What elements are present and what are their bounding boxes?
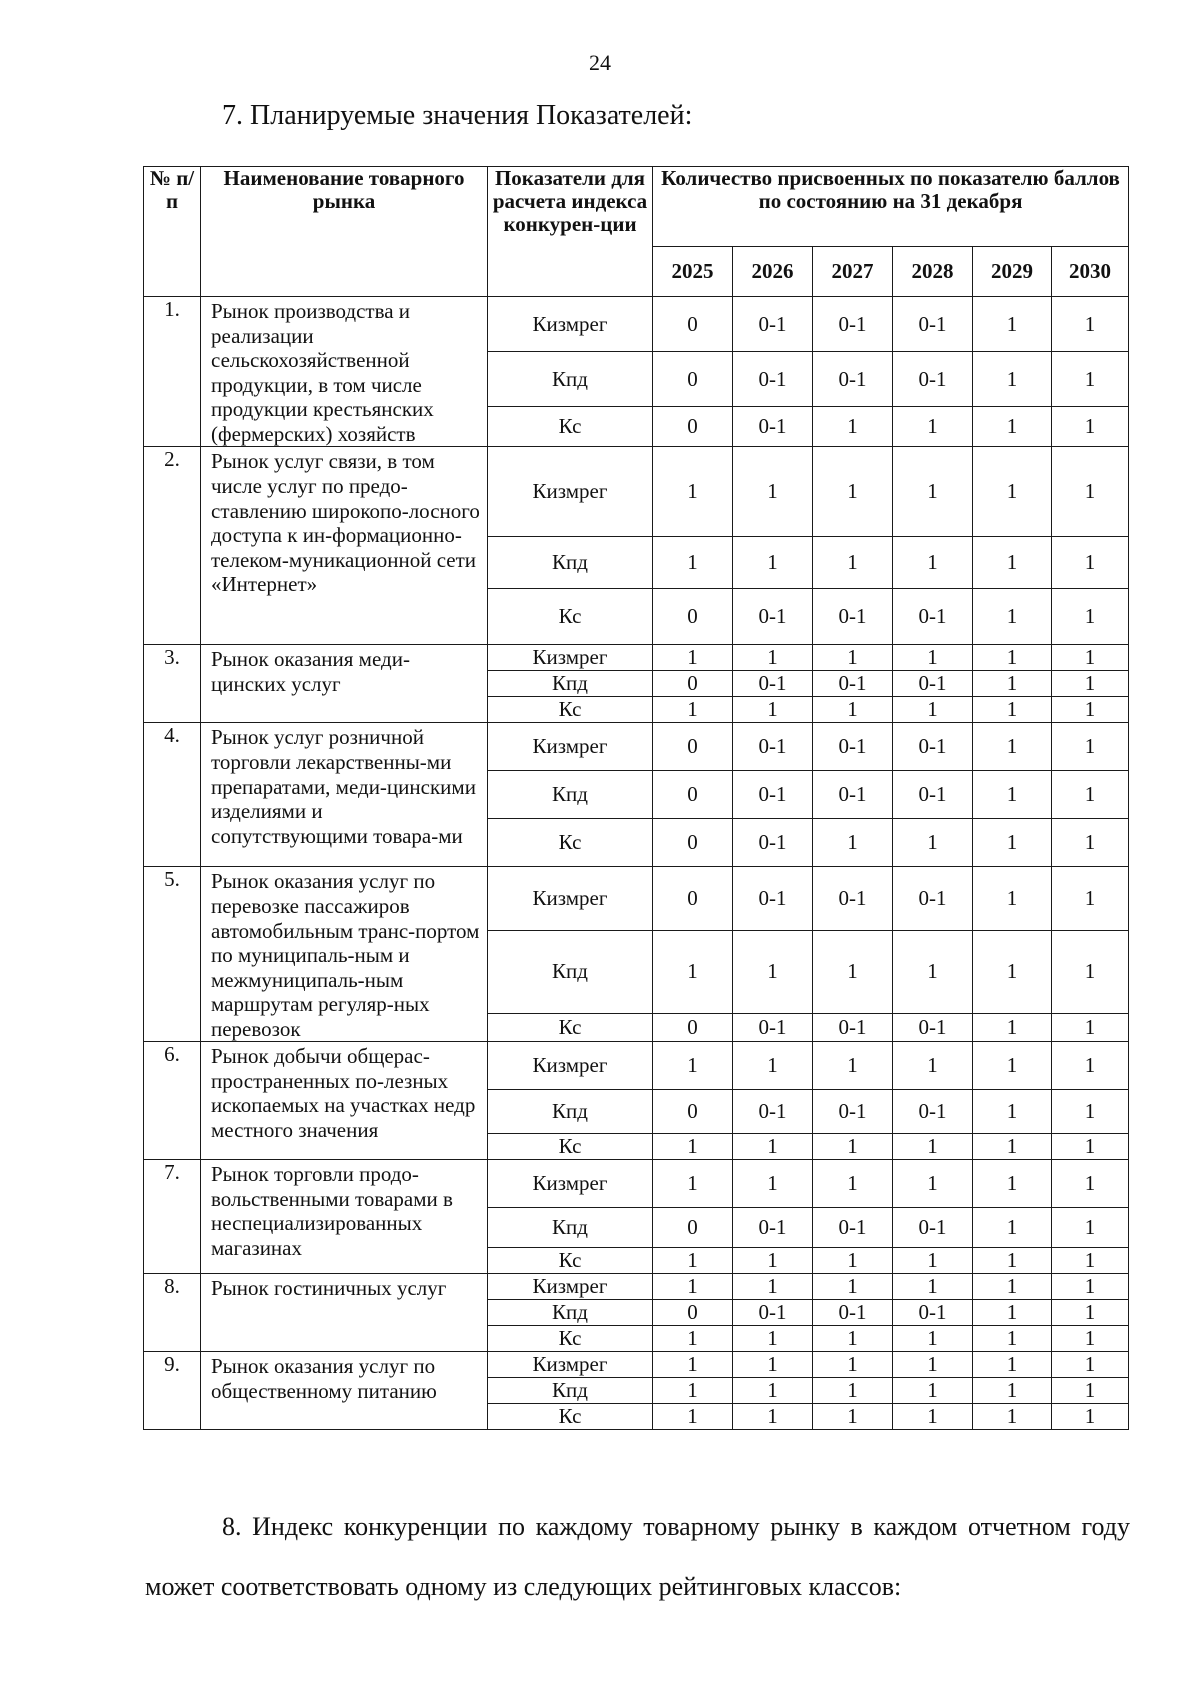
indicator-cell: Кс [488, 697, 653, 723]
indicator-cell: Кс [488, 589, 653, 645]
table-row [144, 1042, 1129, 1090]
score-cell: 0-1 [893, 671, 973, 697]
header-year: 2025 [653, 247, 733, 297]
score-cell: 1 [1052, 1248, 1129, 1274]
indicator-cell: Кс [488, 1326, 653, 1352]
market-number: 3. [144, 645, 201, 723]
market-number: 1. [144, 297, 201, 447]
score-cell: 1 [813, 1248, 893, 1274]
indicator-cell: Кс [488, 407, 653, 447]
indicator-cell: Кс [488, 819, 653, 867]
indicators-table [143, 166, 1129, 1430]
indicator-cell: Кпд [488, 1378, 653, 1404]
market-number: 9. [144, 1352, 201, 1430]
indicator-cell: Кизмрег [488, 1160, 653, 1208]
indicator-cell: Кизмрег [488, 645, 653, 671]
score-cell: 1 [653, 1042, 733, 1090]
score-cell: 1 [1052, 297, 1129, 352]
score-cell: 1 [973, 930, 1052, 1013]
score-cell: 1 [1052, 352, 1129, 407]
score-cell: 1 [733, 1134, 813, 1160]
score-cell: 0 [653, 1013, 733, 1041]
score-cell: 0-1 [893, 1208, 973, 1248]
score-cell: 1 [653, 1160, 733, 1208]
score-cell: 0-1 [893, 1300, 973, 1326]
score-cell: 0-1 [733, 1208, 813, 1248]
score-cell: 1 [1052, 1160, 1129, 1208]
score-cell: 1 [733, 537, 813, 589]
header-year: 2030 [1052, 247, 1129, 297]
indicator-cell: Кизмрег [488, 1042, 653, 1090]
score-cell: 0 [653, 297, 733, 352]
score-cell: 1 [1052, 1042, 1129, 1090]
page-number: 24 [589, 50, 611, 75]
table-body [144, 297, 1129, 1430]
indicator-cell: Кпд [488, 537, 653, 589]
score-cell: 1 [653, 930, 733, 1013]
indicator-cell: Кизмрег [488, 1352, 653, 1378]
score-cell: 0-1 [813, 1013, 893, 1041]
score-cell: 0 [653, 867, 733, 930]
score-cell: 1 [653, 1378, 733, 1404]
score-cell: 1 [813, 819, 893, 867]
score-cell: 1 [733, 1160, 813, 1208]
score-cell: 0 [653, 407, 733, 447]
market-name: Рынок добычи общерас-пространенных по-лезных ископаемых на участках недр местного значения [201, 1042, 488, 1160]
score-cell: 1 [973, 1208, 1052, 1248]
score-cell: 1 [1052, 537, 1129, 589]
score-cell: 1 [973, 697, 1052, 723]
score-cell: 1 [733, 930, 813, 1013]
score-cell: 1 [653, 1134, 733, 1160]
score-cell: 1 [1052, 447, 1129, 537]
score-cell: 1 [893, 1404, 973, 1430]
indicator-cell: Кизмрег [488, 867, 653, 930]
table-row [144, 1352, 1129, 1378]
indicator-cell: Кизмрег [488, 1274, 653, 1300]
score-cell: 0-1 [813, 671, 893, 697]
score-cell: 1 [653, 645, 733, 671]
score-cell: 1 [813, 407, 893, 447]
score-cell: 1 [973, 407, 1052, 447]
section-title: 7. Планируемые значения Показателей: [222, 100, 693, 131]
score-cell: 0-1 [813, 867, 893, 930]
paragraph-8: 8. Индекс конкуренции по каждому товарному рынку в каждом отчетном году может соответствовать одному из следующих рейтинговых классов: [145, 1512, 1130, 1601]
score-cell: 1 [813, 930, 893, 1013]
header-num: № п/ п [144, 167, 201, 297]
score-cell: 1 [973, 589, 1052, 645]
indicator-cell: Кизмрег [488, 297, 653, 352]
table-row [144, 297, 1129, 352]
market-name: Рынок производства и реализации сельскохозяйственной продукции, в том числе продукции крестьянских (фермерских) хозяйств [201, 297, 488, 447]
score-cell: 1 [1052, 930, 1129, 1013]
score-cell: 1 [733, 1326, 813, 1352]
score-cell: 1 [973, 537, 1052, 589]
score-cell: 0 [653, 1208, 733, 1248]
market-number: 4. [144, 723, 201, 867]
score-cell: 1 [1052, 697, 1129, 723]
score-cell: 1 [893, 1378, 973, 1404]
header-year: 2027 [813, 247, 893, 297]
score-cell: 1 [733, 1274, 813, 1300]
score-cell: 1 [1052, 1404, 1129, 1430]
score-cell: 1 [1052, 645, 1129, 671]
score-cell: 1 [893, 1352, 973, 1378]
market-number: 7. [144, 1160, 201, 1274]
score-cell: 0-1 [893, 352, 973, 407]
score-cell: 0 [653, 671, 733, 697]
indicator-cell: Кпд [488, 771, 653, 819]
table-row [144, 1160, 1129, 1208]
indicator-cell: Кизмрег [488, 723, 653, 771]
score-cell: 1 [733, 1352, 813, 1378]
indicator-cell: Кпд [488, 352, 653, 407]
market-name: Рынок торговли продо-вольственными товарами в неспециализированных магазинах [201, 1160, 488, 1274]
score-cell: 1 [973, 645, 1052, 671]
header-year: 2028 [893, 247, 973, 297]
score-cell: 1 [973, 771, 1052, 819]
score-cell: 1 [1052, 819, 1129, 867]
score-cell: 1 [893, 1248, 973, 1274]
table-row [144, 1274, 1129, 1300]
score-cell: 1 [973, 1160, 1052, 1208]
score-cell: 0 [653, 771, 733, 819]
market-name: Рынок услуг связи, в том числе услуг по предо-ставлению широкопо-лосного доступа к ин-формационно-телеком-муникационной сети «Интернет» [201, 447, 488, 645]
indicator-cell: Кс [488, 1013, 653, 1041]
score-cell: 1 [893, 1326, 973, 1352]
header-scores: Количество присвоенных по показателю баллов по состоянию на 31 декабря [653, 167, 1129, 247]
score-cell: 1 [973, 1404, 1052, 1430]
score-cell: 1 [733, 1404, 813, 1430]
score-cell: 0-1 [733, 1090, 813, 1134]
score-cell: 1 [1052, 1208, 1129, 1248]
score-cell: 1 [1052, 407, 1129, 447]
score-cell: 1 [1052, 1352, 1129, 1378]
score-cell: 1 [973, 1274, 1052, 1300]
score-cell: 1 [813, 1274, 893, 1300]
indicator-cell: Кс [488, 1248, 653, 1274]
score-cell: 1 [813, 1326, 893, 1352]
score-cell: 0-1 [893, 1013, 973, 1041]
score-cell: 1 [813, 645, 893, 671]
indicator-cell: Кпд [488, 671, 653, 697]
indicator-cell: Кпд [488, 1300, 653, 1326]
score-cell: 0-1 [893, 723, 973, 771]
score-cell: 0-1 [733, 352, 813, 407]
score-cell: 1 [893, 645, 973, 671]
score-cell: 1 [893, 819, 973, 867]
score-cell: 1 [1052, 1274, 1129, 1300]
score-cell: 1 [973, 1013, 1052, 1041]
score-cell: 0 [653, 723, 733, 771]
score-cell: 1 [973, 1248, 1052, 1274]
market-name: Рынок оказания услуг по перевозке пассажиров автомобильным транс-портом по муниципаль-ным и межмуниципаль-ным маршрутам регуляр-ных перевозок [201, 867, 488, 1042]
score-cell: 0 [653, 352, 733, 407]
indicator-cell: Кс [488, 1404, 653, 1430]
score-cell: 1 [973, 723, 1052, 771]
score-cell: 1 [653, 447, 733, 537]
score-cell: 0 [653, 1300, 733, 1326]
table-row [144, 867, 1129, 930]
score-cell: 1 [973, 1352, 1052, 1378]
score-cell: 1 [733, 447, 813, 537]
score-cell: 1 [813, 697, 893, 723]
score-cell: 1 [1052, 1378, 1129, 1404]
market-name: Рынок услуг розничной торговли лекарственны-ми препаратами, меди-цинскими изделиями и сопутствующими товара-ми [201, 723, 488, 867]
score-cell: 1 [973, 1300, 1052, 1326]
score-cell: 1 [893, 1160, 973, 1208]
score-cell: 1 [973, 447, 1052, 537]
score-cell: 1 [813, 1378, 893, 1404]
score-cell: 0-1 [813, 723, 893, 771]
indicator-cell: Кс [488, 1134, 653, 1160]
score-cell: 1 [653, 1352, 733, 1378]
score-cell: 0-1 [733, 297, 813, 352]
score-cell: 1 [1052, 1013, 1129, 1041]
score-cell: 1 [893, 447, 973, 537]
indicator-cell: Кпд [488, 1208, 653, 1248]
score-cell: 0-1 [893, 1090, 973, 1134]
header-year: 2026 [733, 247, 813, 297]
score-cell: 1 [973, 297, 1052, 352]
score-cell: 0 [653, 589, 733, 645]
score-cell: 1 [973, 1326, 1052, 1352]
score-cell: 0-1 [893, 297, 973, 352]
score-cell: 1 [813, 537, 893, 589]
header-indicators: Показатели для расчета индекса конкурен-ции [488, 167, 653, 297]
indicator-cell: Кпд [488, 930, 653, 1013]
score-cell: 1 [1052, 1326, 1129, 1352]
score-cell: 1 [813, 1404, 893, 1430]
score-cell: 0-1 [893, 771, 973, 819]
table-row [144, 723, 1129, 771]
score-cell: 0-1 [733, 819, 813, 867]
market-number: 8. [144, 1274, 201, 1352]
score-cell: 1 [1052, 771, 1129, 819]
score-cell: 1 [893, 537, 973, 589]
score-cell: 0-1 [733, 589, 813, 645]
score-cell: 1 [1052, 1300, 1129, 1326]
score-cell: 1 [893, 1274, 973, 1300]
table-row [144, 645, 1129, 671]
score-cell: 1 [653, 537, 733, 589]
score-cell: 1 [893, 697, 973, 723]
score-cell: 1 [653, 1404, 733, 1430]
score-cell: 0-1 [813, 771, 893, 819]
table-row [144, 447, 1129, 537]
score-cell: 1 [893, 930, 973, 1013]
score-cell: 1 [973, 352, 1052, 407]
score-cell: 0-1 [733, 771, 813, 819]
score-cell: 1 [733, 645, 813, 671]
score-cell: 1 [893, 407, 973, 447]
score-cell: 1 [733, 1042, 813, 1090]
score-cell: 1 [1052, 723, 1129, 771]
score-cell: 1 [813, 1160, 893, 1208]
score-cell: 1 [813, 447, 893, 537]
score-cell: 0-1 [813, 1300, 893, 1326]
score-cell: 1 [813, 1134, 893, 1160]
score-cell: 1 [973, 1378, 1052, 1404]
score-cell: 0-1 [813, 352, 893, 407]
score-cell: 1 [1052, 1090, 1129, 1134]
indicator-cell: Кпд [488, 1090, 653, 1134]
score-cell: 1 [733, 697, 813, 723]
score-cell: 1 [653, 1274, 733, 1300]
score-cell: 1 [973, 819, 1052, 867]
score-cell: 1 [1052, 867, 1129, 930]
indicator-cell: Кизмрег [488, 447, 653, 537]
score-cell: 0-1 [733, 1013, 813, 1041]
score-cell: 0-1 [733, 671, 813, 697]
header-year: 2029 [973, 247, 1052, 297]
score-cell: 1 [973, 1042, 1052, 1090]
market-number: 2. [144, 447, 201, 645]
score-cell: 1 [813, 1042, 893, 1090]
score-cell: 1 [973, 867, 1052, 930]
score-cell: 1 [1052, 1134, 1129, 1160]
score-cell: 0-1 [813, 1208, 893, 1248]
score-cell: 1 [973, 1090, 1052, 1134]
score-cell: 0-1 [813, 297, 893, 352]
score-cell: 1 [733, 1378, 813, 1404]
score-cell: 0 [653, 1090, 733, 1134]
market-number: 5. [144, 867, 201, 1042]
score-cell: 0-1 [813, 1090, 893, 1134]
score-cell: 1 [653, 1326, 733, 1352]
score-cell: 0-1 [733, 1300, 813, 1326]
score-cell: 1 [973, 671, 1052, 697]
score-cell: 1 [893, 1134, 973, 1160]
score-cell: 1 [653, 697, 733, 723]
header-market: Наименование товарного рынка [201, 167, 488, 297]
score-cell: 0-1 [813, 589, 893, 645]
score-cell: 1 [1052, 589, 1129, 645]
market-number: 6. [144, 1042, 201, 1160]
score-cell: 0-1 [893, 867, 973, 930]
score-cell: 1 [653, 1248, 733, 1274]
score-cell: 1 [1052, 671, 1129, 697]
score-cell: 0-1 [733, 723, 813, 771]
market-name: Рынок оказания меди-цинских услуг [201, 645, 488, 723]
score-cell: 1 [893, 1042, 973, 1090]
score-cell: 1 [973, 1134, 1052, 1160]
score-cell: 1 [733, 1248, 813, 1274]
market-name: Рынок гостиничных услуг [201, 1274, 488, 1352]
score-cell: 0-1 [733, 407, 813, 447]
score-cell: 0-1 [733, 867, 813, 930]
score-cell: 0 [653, 819, 733, 867]
market-name: Рынок оказания услуг по общественному питанию [201, 1352, 488, 1430]
score-cell: 1 [813, 1352, 893, 1378]
score-cell: 0-1 [893, 589, 973, 645]
